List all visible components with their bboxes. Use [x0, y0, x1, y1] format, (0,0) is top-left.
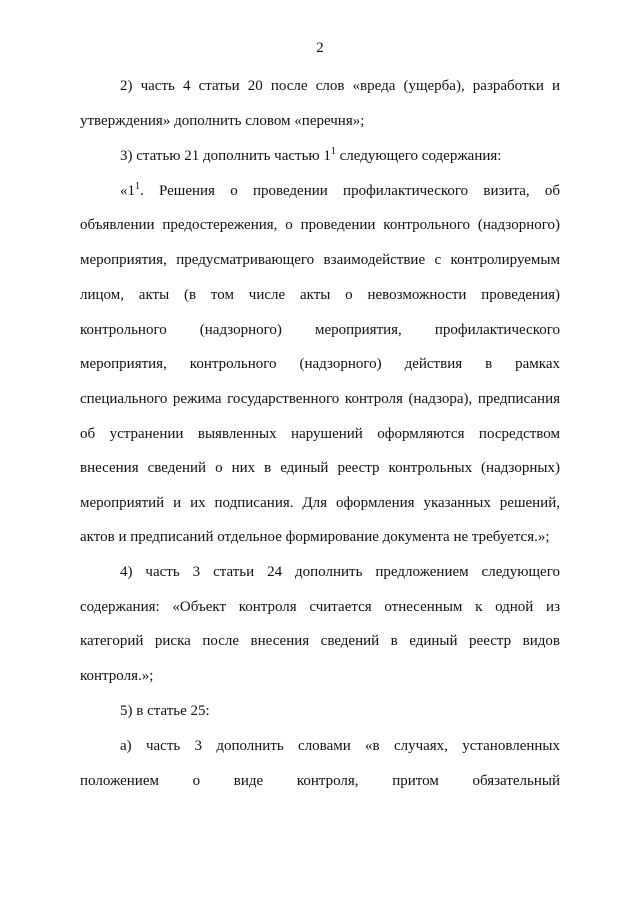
paragraph-subitem-a-line-2: положением о виде контроля, притом обязательный [80, 773, 560, 789]
paragraph-item-3-text-end: следующего содержания: [339, 148, 502, 164]
paragraph-subitem-a-line-1: а) часть 3 дополнить словами «в случаях, установленных [120, 738, 560, 754]
paragraph-item-3-text: 3) статью 21 дополнить частью 1 [120, 148, 331, 164]
paragraph-item-4-line-1: 4) часть 3 статьи 24 дополнить предложением следующего [120, 564, 560, 580]
paragraph-item-4-line-2: содержания: «Объект контроля считается отнесенным к одной из [80, 599, 560, 615]
paragraph-item-2-line-1: 2) часть 4 статьи 20 после слов «вреда (ущерба), разработки и [120, 78, 560, 94]
quote-open-text: «1 [120, 183, 135, 199]
quote-paragraph-line-8: об устранении выявленных нарушений оформляются посредством [80, 426, 560, 442]
quote-paragraph-line-7: специального режима государственного контроля (надзора), предписания [80, 391, 560, 407]
paragraph-item-4-line-3: категорий риска после внесения сведений в единый реестр видов [80, 633, 560, 649]
quote-paragraph-line-2: объявлении предостережения, о проведении контрольного (надзорного) [80, 217, 560, 233]
quote-paragraph-line-5: контрольного (надзорного) мероприятия, профилактического [80, 322, 560, 338]
paragraph-item-5: 5) в статье 25: [120, 703, 210, 719]
paragraph-item-3 [120, 146, 560, 166]
quote-paragraph-line-1 [120, 181, 560, 201]
quote-paragraph-line-11: актов и предписаний отдельное формирование документа не требуется.»; [80, 529, 550, 545]
quote-paragraph-line-10: мероприятий и их подписания. Для оформления указанных решений, [80, 495, 560, 511]
paragraph-item-2-line-2: утверждения» дополнить словом «перечня»; [80, 113, 365, 129]
superscript-1: 1 [330, 146, 336, 157]
page-number: 2 [316, 40, 324, 56]
paragraph-item-4-line-4: контроля.»; [80, 668, 154, 684]
quote-line-1-text: . Решения о проведении профилактического визита, об [140, 183, 560, 199]
quote-paragraph-line-4: лицом, акты (в том числе акты о невозможности проведения) [80, 287, 560, 303]
superscript-1-quote: 1 [135, 181, 140, 192]
quote-paragraph-line-9: внесения сведений о них в единый реестр контрольных (надзорных) [80, 460, 560, 476]
quote-paragraph-line-6: мероприятия, контрольного (надзорного) действия в рамках [80, 356, 560, 372]
quote-paragraph-line-3: мероприятия, предусматривающего взаимодействие с контролируемым [80, 252, 560, 268]
